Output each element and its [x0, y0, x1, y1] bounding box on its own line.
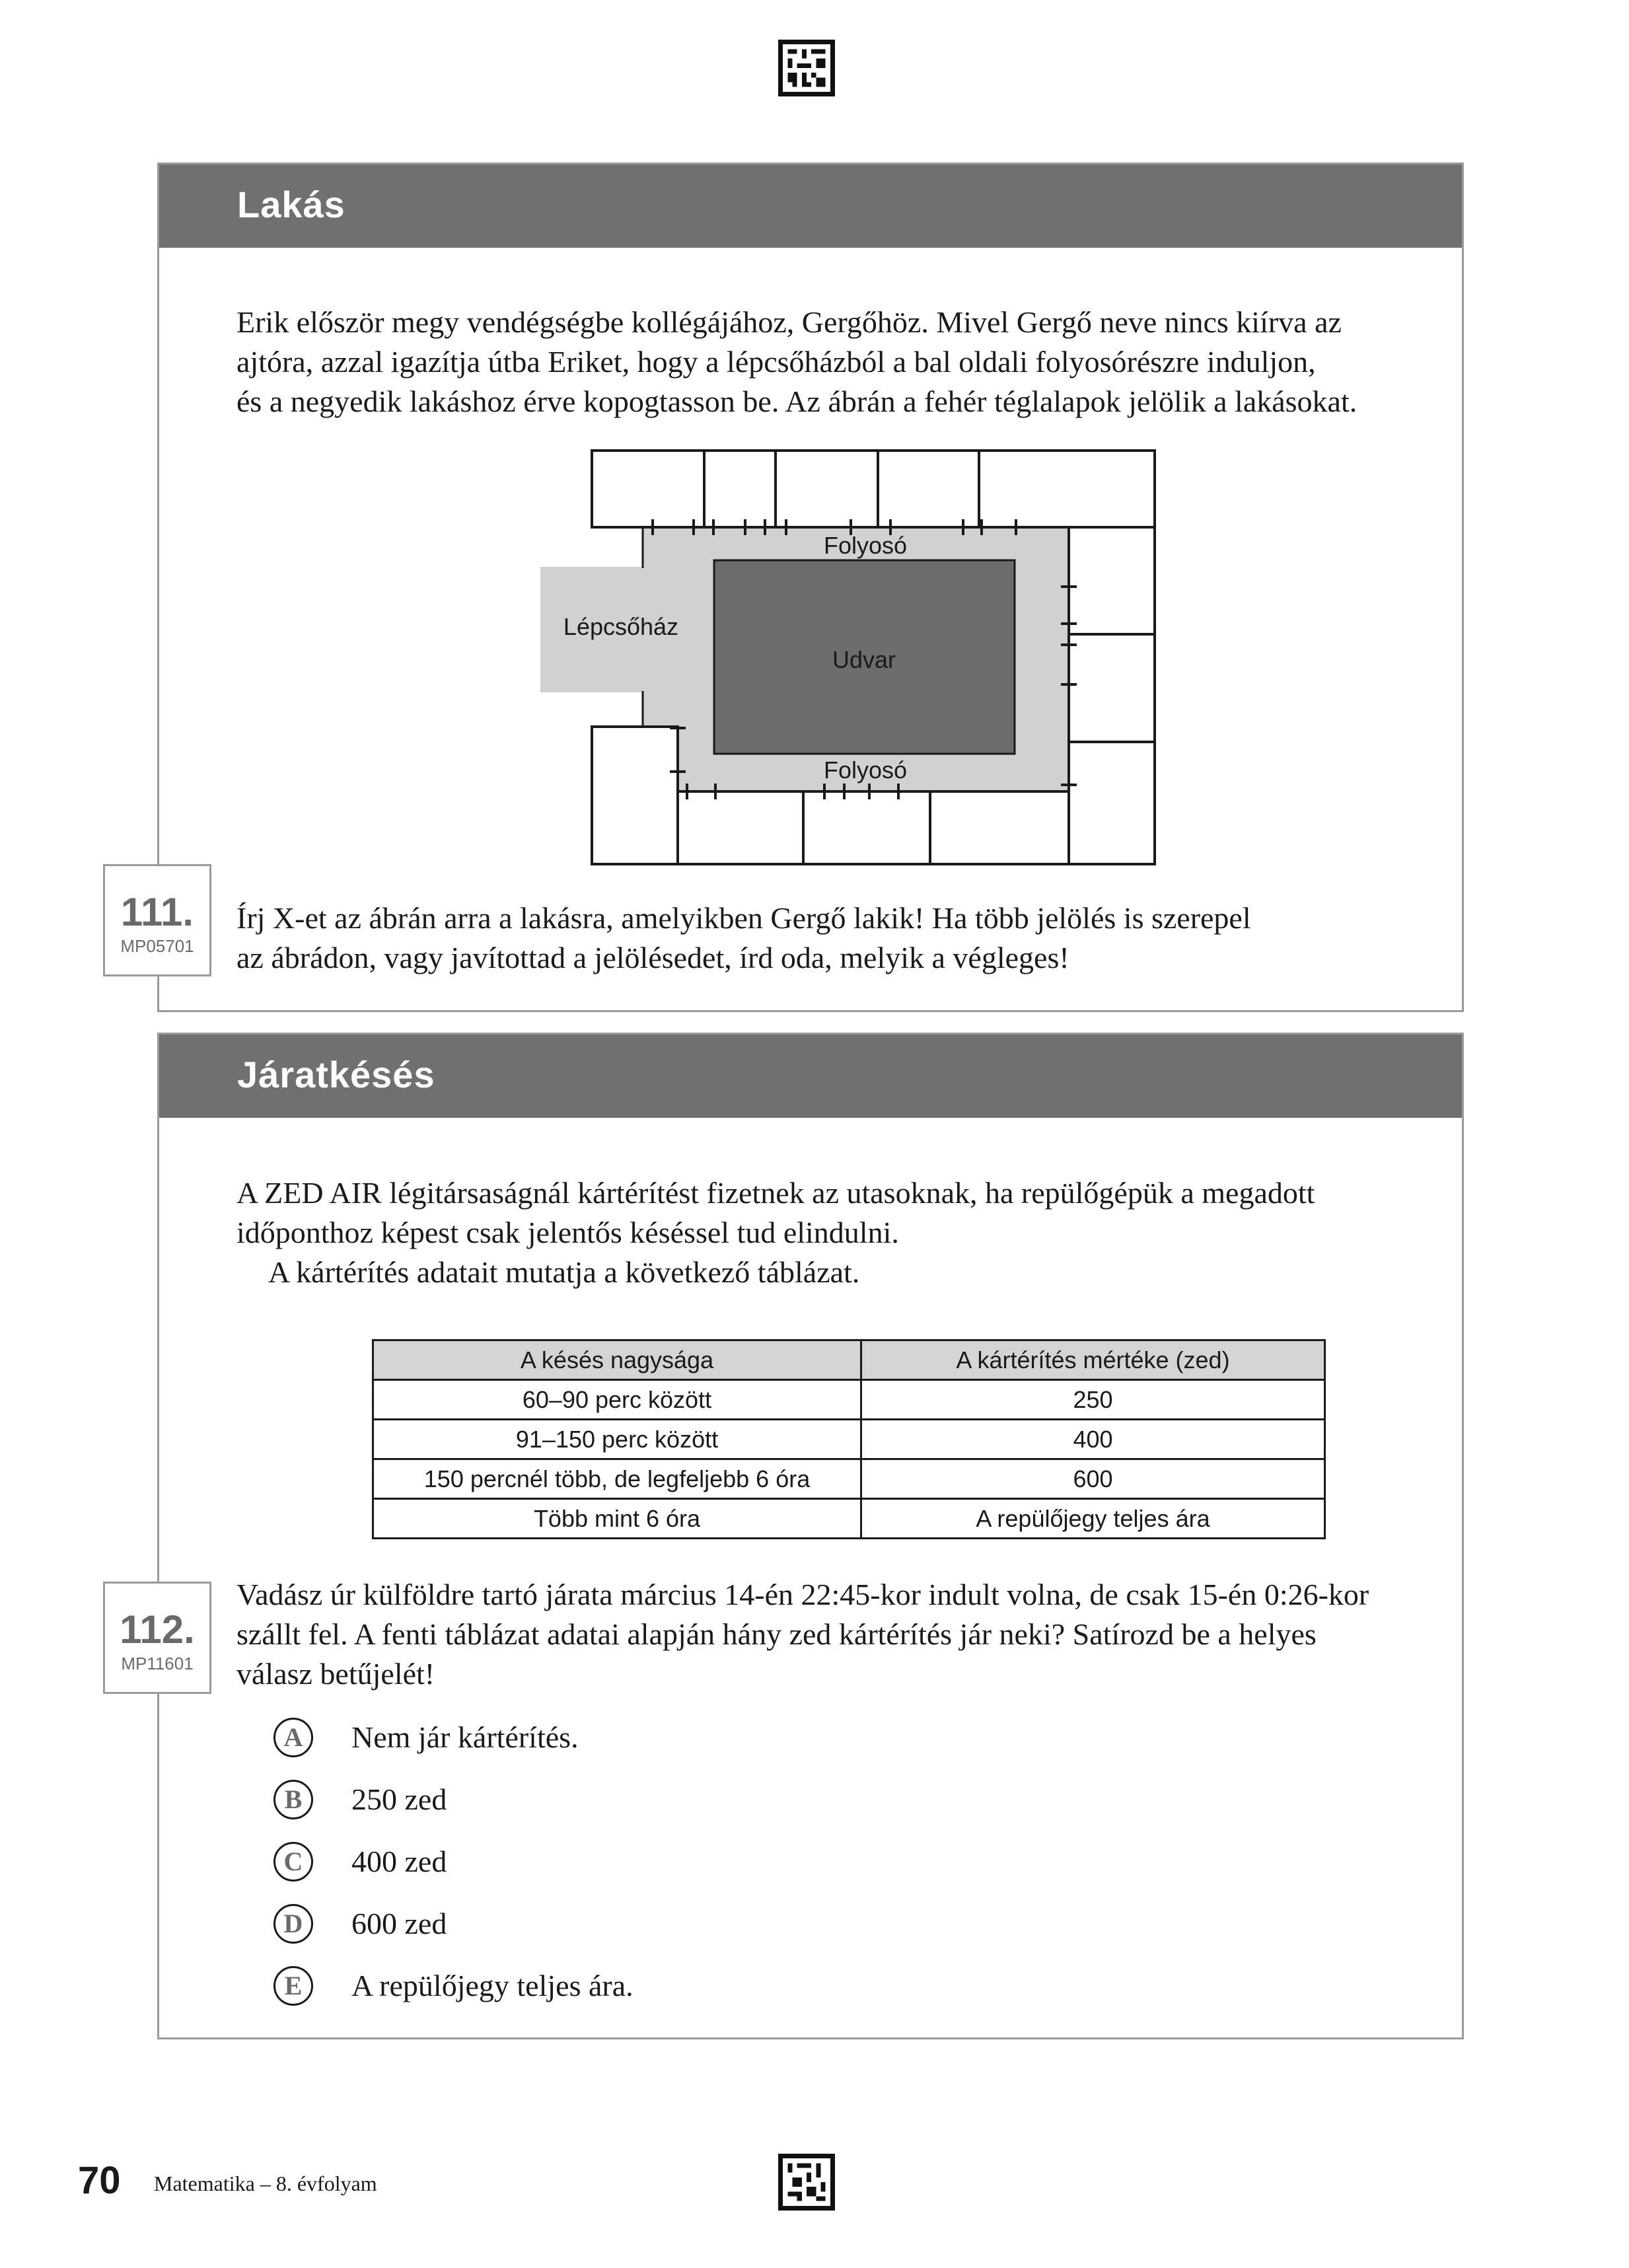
apartment[interactable] — [1069, 527, 1155, 634]
apartment[interactable] — [1069, 742, 1155, 864]
apartment[interactable] — [592, 727, 678, 864]
footer-subject: Matematika – 8. évfolyam — [154, 2172, 377, 2195]
option-bubble[interactable]: A — [273, 1718, 313, 1757]
question-line: az ábrádon, vagy javítottad a jelölésedet, írd oda, melyik a végleges! — [236, 941, 1069, 974]
section-title: Lakás — [237, 184, 345, 225]
option-bubble[interactable]: E — [273, 1966, 313, 2006]
page-number: 70 — [78, 2159, 121, 2202]
question-code: MP11601 — [121, 1654, 194, 1673]
answer-option-b[interactable] — [273, 1780, 868, 1826]
option-text: 250 zed — [351, 1782, 447, 1816]
option-text: A repülőjegy teljes ára. — [351, 1969, 634, 2002]
option-bubble[interactable]: D — [273, 1904, 313, 1944]
table-header-cell: A kártérítés mértéke (zed) — [861, 1340, 1325, 1380]
intro-line: A kártérítés adatait mutatja a következő táblázat. — [268, 1255, 860, 1289]
option-text: 400 zed — [351, 1845, 447, 1878]
table-cell: 250 — [861, 1380, 1325, 1420]
question-line: Vadász úr külföldre tartó járata március 14-én 22:45-kor indult volna, de csak 15-én 0:26-kor — [236, 1578, 1369, 1611]
apartment[interactable] — [930, 791, 1069, 864]
option-bubble[interactable]: C — [273, 1842, 313, 1882]
qr-code-top-icon — [778, 40, 835, 96]
table-cell: 150 percnél több, de legfeljebb 6 óra — [373, 1459, 861, 1499]
intro-line: A ZED AIR légitársaságnál kártérítést fizetnek az utasoknak, ha repülőgépük a megadott — [236, 1176, 1315, 1210]
corridor-top-label: Folyosó — [823, 532, 908, 559]
compensation-table — [372, 1339, 1326, 1539]
intro-line: Erik először megy vendégségbe kollégájához, Gergőhöz. Mivel Gergő neve nincs kiírva az — [236, 305, 1342, 339]
section-title: Járatkésés — [237, 1054, 435, 1095]
question-line: Írj X-et az ábrán arra a lakásra, amelyikben Gergő lakik! Ha több jelölés is szerepel — [236, 901, 1251, 935]
apartment[interactable] — [678, 791, 803, 864]
option-bubble[interactable]: B — [273, 1780, 313, 1819]
table-header-cell: A késés nagysága — [373, 1340, 861, 1380]
answer-option-a[interactable] — [273, 1718, 868, 1764]
question-line: válasz betűjelét! — [236, 1657, 435, 1691]
section1-intro — [236, 303, 1459, 421]
floorplan-diagram[interactable] — [540, 449, 1168, 865]
question-112-text — [236, 1575, 1459, 1694]
table-header-row — [373, 1340, 1325, 1380]
intro-line: időponthoz képest csak jelentős késéssel tud elindulni. — [236, 1216, 899, 1249]
section2-intro — [236, 1173, 1459, 1292]
answer-option-d[interactable] — [273, 1904, 868, 1950]
stairwell-label: Lépcsőház — [563, 613, 679, 640]
question-number: 111. — [120, 890, 194, 934]
qr-code-bottom-icon — [778, 2154, 835, 2211]
answer-option-e[interactable] — [273, 1966, 868, 2012]
apartment[interactable] — [592, 451, 704, 527]
apartment[interactable] — [704, 451, 776, 527]
table-cell: A repülőjegy teljes ára — [861, 1499, 1325, 1539]
table-cell: 91–150 perc között — [373, 1420, 861, 1459]
corridor-bottom-label: Folyosó — [823, 756, 908, 784]
question-number: 112. — [120, 1607, 195, 1652]
question-number-box — [103, 864, 211, 976]
table-cell: 400 — [861, 1420, 1325, 1459]
apartment[interactable] — [979, 451, 1155, 527]
table-row — [373, 1499, 1325, 1539]
option-text: 600 zed — [351, 1907, 447, 1940]
apartment[interactable] — [878, 451, 979, 527]
question-line: szállt fel. A fenti táblázat adatai alapján hány zed kártérítés jár neki? Satírozd be a helyes — [236, 1617, 1317, 1651]
table-cell: 600 — [861, 1459, 1325, 1499]
section-header — [159, 165, 1462, 248]
intro-line: és a negyedik lakáshoz érve kopogtasson be. Az ábrán a fehér téglalapok jelölik a lakásokat. — [236, 384, 1358, 418]
apartment[interactable] — [776, 451, 878, 527]
table-row — [373, 1459, 1325, 1499]
apartment[interactable] — [1069, 634, 1155, 742]
apartment[interactable] — [803, 791, 930, 864]
table-row — [373, 1380, 1325, 1420]
courtyard-label: Udvar — [832, 646, 896, 673]
question-number-box — [103, 1582, 211, 1694]
question-code: MP05701 — [120, 936, 194, 956]
option-text: Nem jár kártérítés. — [351, 1720, 579, 1754]
section-header — [159, 1035, 1462, 1118]
question-111-text — [236, 898, 1459, 978]
answer-option-c[interactable] — [273, 1842, 868, 1888]
table-cell: Több mint 6 óra — [373, 1499, 861, 1539]
table-row — [373, 1420, 1325, 1459]
intro-line: ajtóra, azzal igazítja útba Eriket, hogy a lépcsőházból a bal oldali folyosórészre induljon, — [236, 345, 1316, 379]
table-cell: 60–90 perc között — [373, 1380, 861, 1420]
